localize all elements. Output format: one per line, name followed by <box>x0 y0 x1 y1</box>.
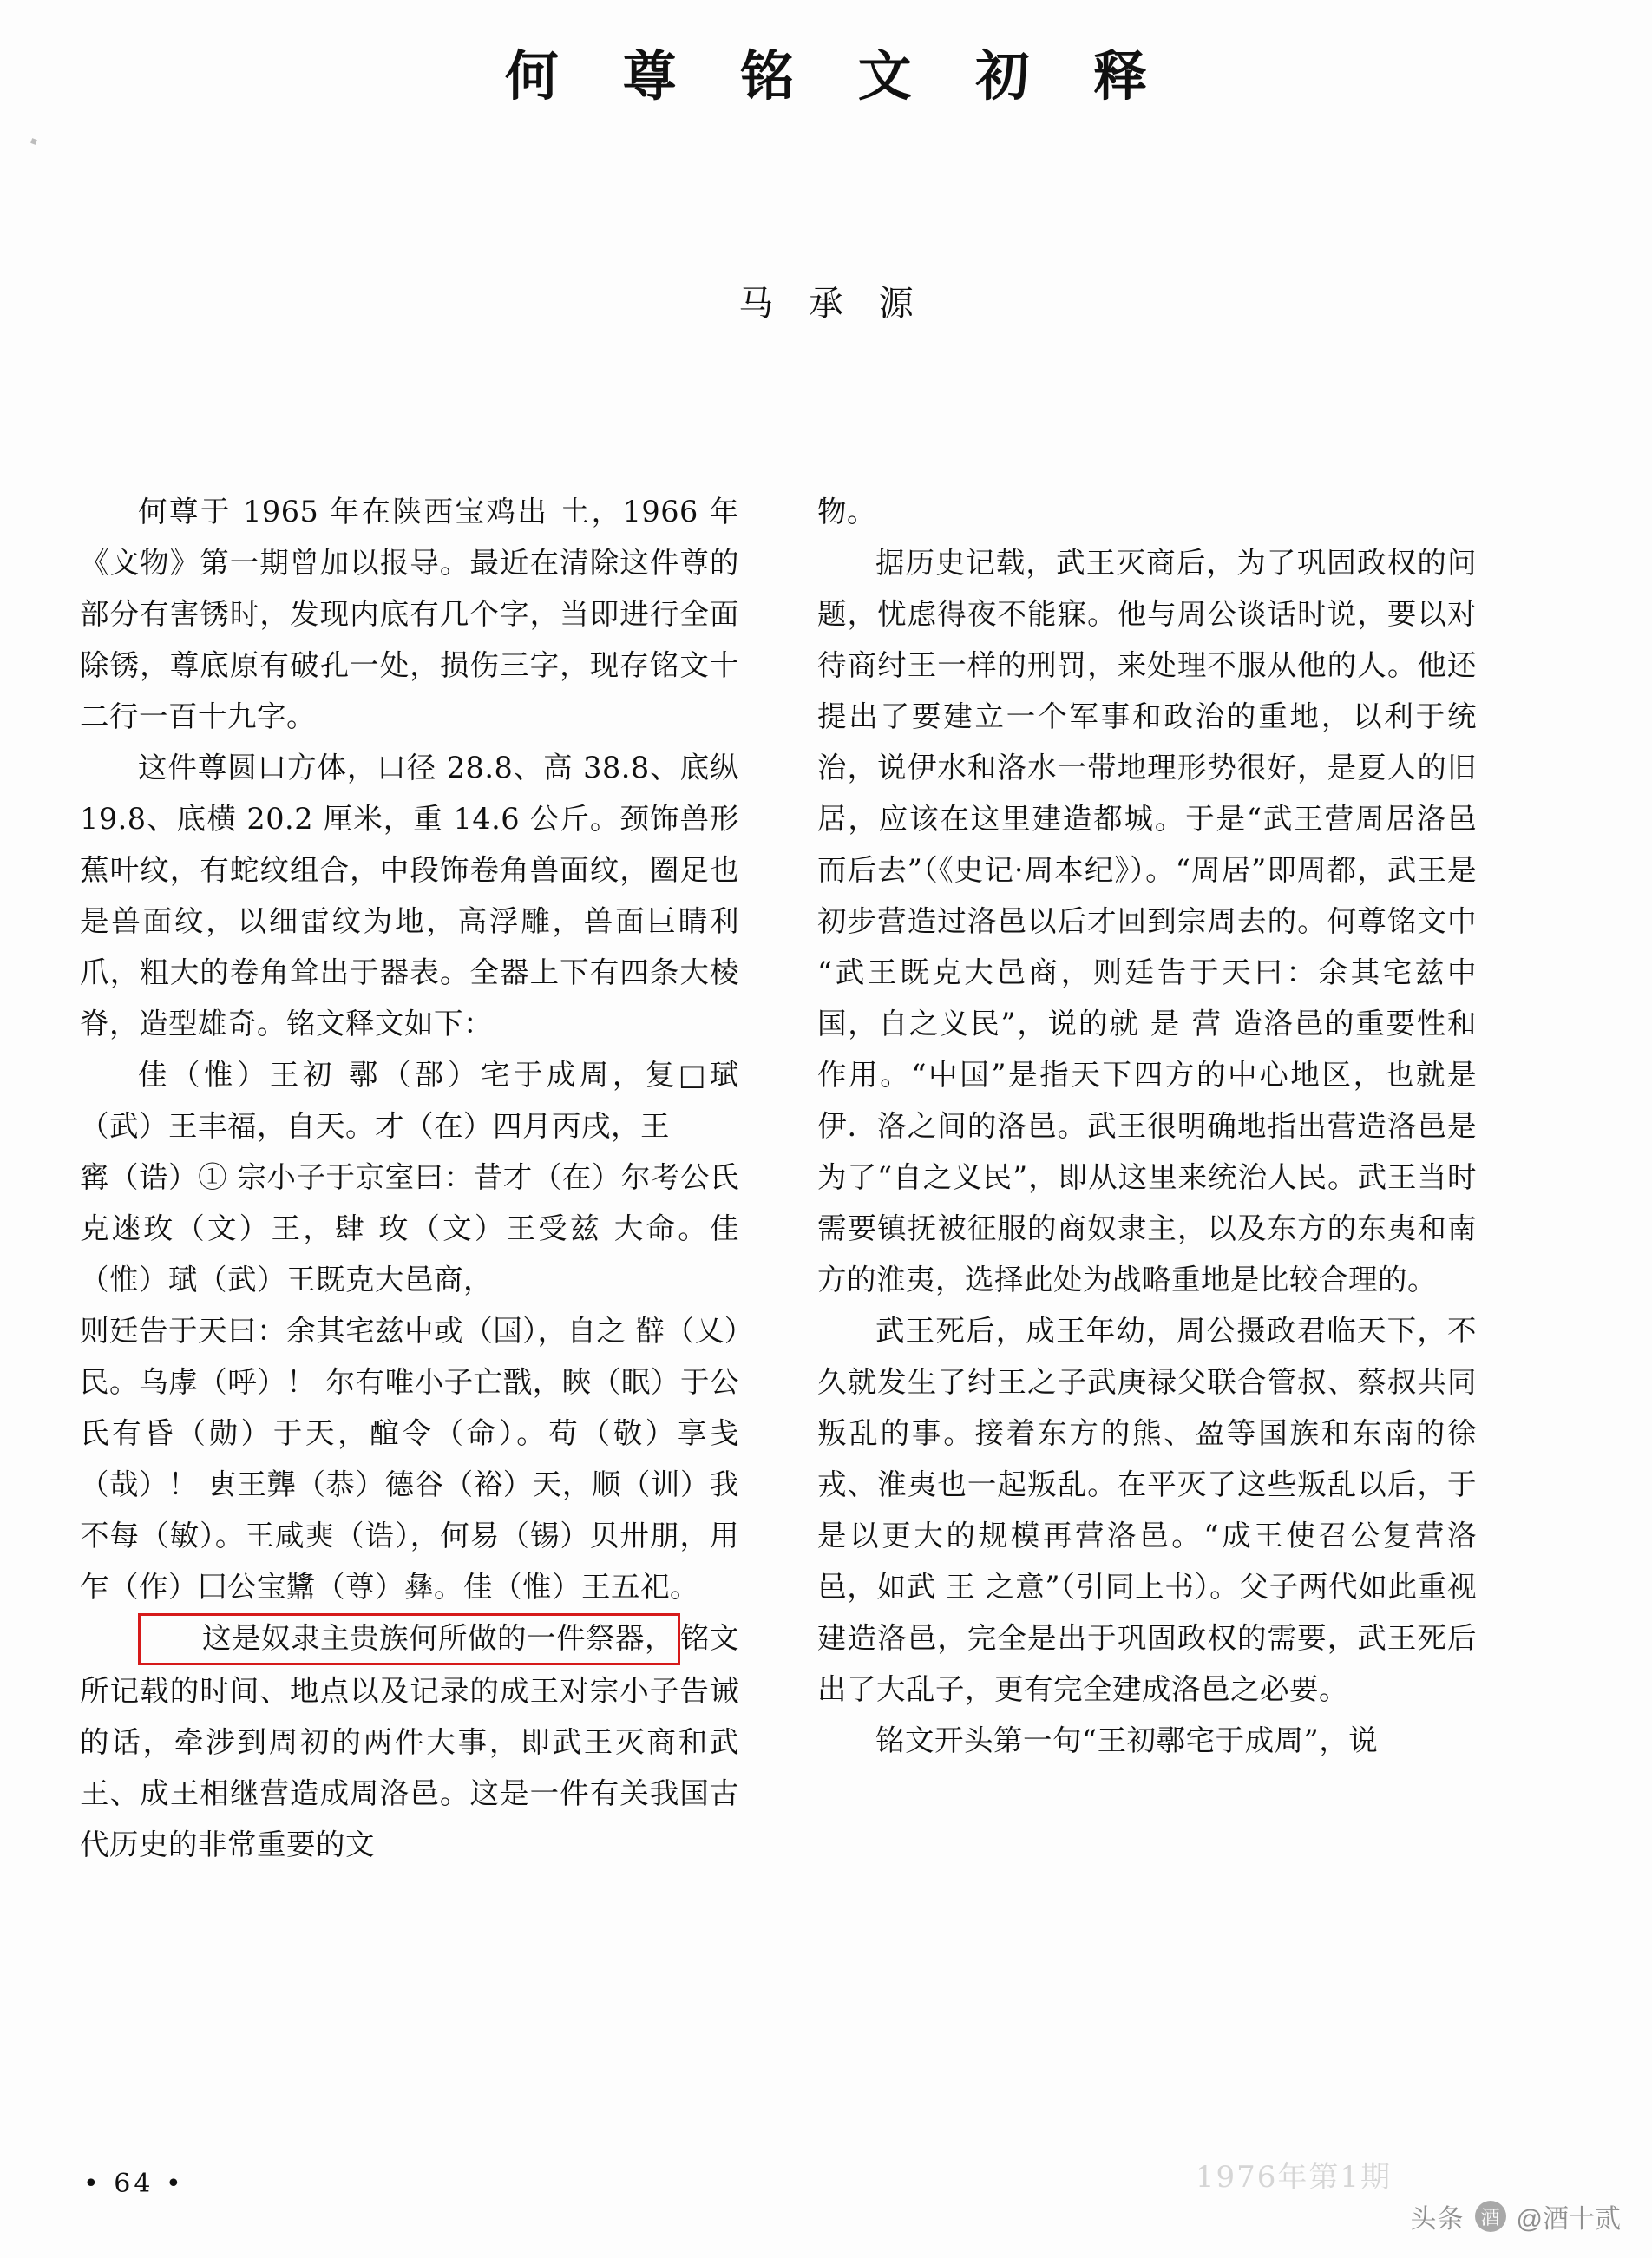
paragraph: 物。 <box>817 495 876 528</box>
faint-imprint-text: 1976年第1期 <box>1195 2160 1392 2195</box>
article-body <box>80 486 1572 1870</box>
inscription-line: 则廷告于天曰：余其宅兹中或（国），自之 辥（乂）民。乌虖（呼）！ 尔有唯小子亡戬，䀹（眠）于公氏有昏（勋）于天，䣾令（命）。苟（敬）享戋（哉）！ 叀王龏（恭）德谷（裕）天，顺（训）我不每（敏）。王咸𡘼（诰），何易（锡）贝卅朋，用乍（作）囗公宝䵼（尊）彝。佳（惟）王五祀。 <box>80 1314 739 1604</box>
inscription-line: 寗（诰）① 宗小子于京室曰：昔才（在）尔考公氏克逨玫（文）王，肆 玫（文）王受兹 大命。佳（惟）珷（武）王既克大邑商， <box>80 1160 739 1296</box>
paragraph: 这件尊圆口方体，口径 28.8、高 38.8、底纵 19.8、底横 20.2 厘米，重 14.6 公斤。颈饰兽形蕉叶纹，有蛇纹组合，中段饰卷角兽面纹，圈足也是兽面纹，以细雷纹为地，高浮雕，兽面巨睛利爪，粗大的卷角耸出于器表。全器上下有四条大棱脊，造型雄奇。铭文释文如下： <box>80 751 739 1040</box>
highlighted-paragraph <box>80 1612 739 1870</box>
scan-artifact <box>30 138 37 145</box>
paragraph: 何尊于 1965 年在陕西宝鸡出 土，1966 年《文物》第一期曾加以报导。最近在清除这件尊的部分有害锈时，发现内底有几个字，当即进行全面除锈，尊底原有破孔一处，损伤三字，现存铭文十二行一百十九字。 <box>80 495 739 733</box>
page-number: • 64 • <box>83 2169 185 2199</box>
red-highlight-box: 这是奴隶主贵族何所做的一件祭器， <box>138 1613 680 1665</box>
paragraph-continuation: 铭文所记载的时间、地点以及记录的成王对宗小子告诫的话，牵涉到周初的两件大事，即武王灭商和武王、成王相继营造成周洛邑。这是一件有关我国古代历史的非常重要的文 <box>80 1621 739 1861</box>
watermark <box>1411 2197 1621 2235</box>
paragraph: 据历史记载，武王灭商后，为了巩固政权的问题，忧虑得夜不能寐。他与周公谈话时说，要以对待商纣王一样的刑罚，来处理不服从他的人。他还提出了要建立一个军事和政治的重地，以利于统治，说伊水和洛水一带地理形势很好，是夏人的旧居，应该在这里建造都城。于是“武王营周居洛邑而后去”（《史记·周本纪》）。“周居”即周都，武王是初步营造过洛邑以后才回到宗周去的。何尊铭文中 “武王既克大邑商，则廷告于天曰：余其宅兹中国，自之义民”，说的就 是 营 造洛邑的重要性和作用。“中国”是指天下四方的中心地区，也就是伊．洛之间的洛邑。武王很明确地指出营造洛邑是为了“自之义民”，即从这里来统治人民。武王当时需要镇抚被征服的商奴隶主，以及东方的东夷和南方的淮夷，选择此处为战略重地是比较合理的。 <box>817 546 1477 1296</box>
left-column <box>80 486 739 1870</box>
right-column <box>817 486 1477 1870</box>
paragraph: 武王死后，成王年幼，周公摄政君临天下，不久就发生了纣王之子武庚禄父联合管叔、蔡叔共同叛乱的事。接着东方的熊、盈等国族和东南的徐戎、淮夷也一起叛乱。在平灭了这些叛乱以后，于是以更大的规模再营洛邑。“成王使召公复营洛邑，如武 王 之意”（引同上书）。父子两代如此重视建造洛邑，完全是出于巩固政权的需要，武王死后出了大乱子，更有完全建成洛邑之必要。 <box>817 1314 1477 1706</box>
toutiao-logo: 头条 <box>1410 2205 1465 2234</box>
inscription-line: 佳（惟）王初 鄩（郚）宅于成周，复□珷（武）王丰福，自天。才（在）四月丙戌，王 <box>80 1058 739 1143</box>
paragraph: 铭文开头第一句“王初鄩宅于成周”，说 <box>875 1723 1379 1757</box>
author-name: 马 承 源 <box>738 284 926 324</box>
watermark-username: @酒十贰 <box>1516 2205 1621 2234</box>
page-title: 何 尊 铭 文 初 释 <box>505 44 1170 108</box>
avatar: 酒 <box>1475 2201 1506 2232</box>
